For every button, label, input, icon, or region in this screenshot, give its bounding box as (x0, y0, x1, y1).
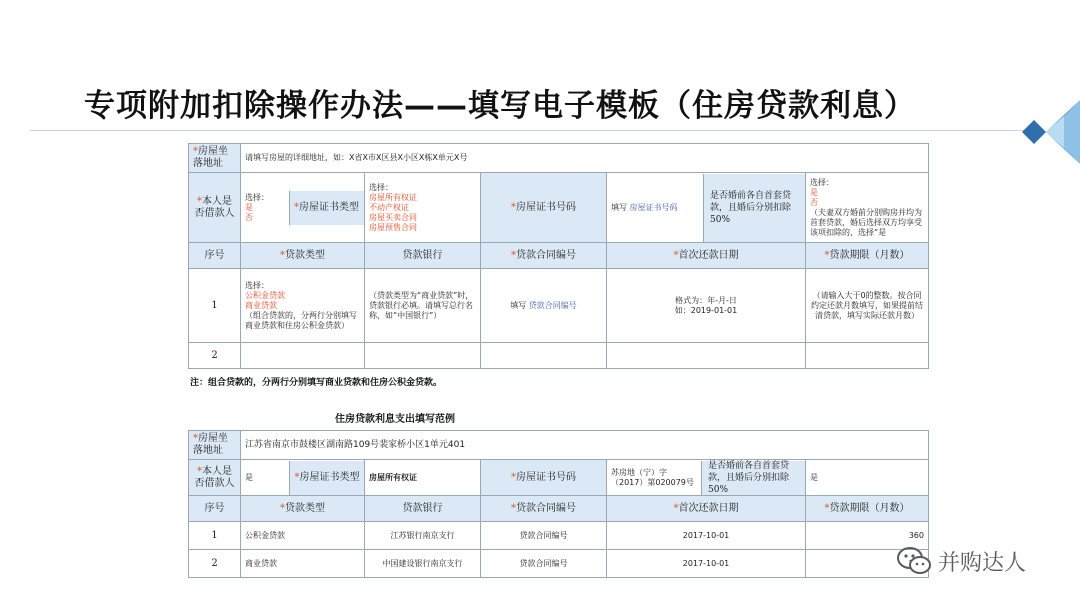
first-home-hint: （夫妻双方婚前分别购房并均为首套贷款，婚后选择双方均享受该项扣除的，选择“是 (810, 207, 922, 237)
cert-no-label-cell: *房屋证书号码 (481, 173, 607, 243)
address-hint[interactable]: 请填写房屋的详细地址，如：X省X市X区县X小区X栋X单元X号 (241, 144, 929, 173)
loan-option-1[interactable]: 公积金贷款 (245, 290, 285, 300)
header-loan-type: 贷款类型 (285, 249, 325, 261)
borrower-choose: 选择： (245, 192, 269, 202)
first-home-cell[interactable] (806, 173, 929, 243)
header-first-repay: 首次还款日期 (678, 249, 739, 261)
address-label-cell: *房屋坐落地址 (189, 144, 241, 173)
ex-borrower-label: 本人是否借款人 (194, 465, 235, 489)
cert-no-value[interactable]: 房屋证书号码 (629, 202, 678, 212)
cert-option-1[interactable]: 房屋所有权证 (369, 192, 417, 202)
date-format: 格式为：年-月-日 (675, 295, 737, 305)
row2-bank[interactable] (365, 343, 481, 369)
ex-header-no: 序号 (189, 496, 241, 522)
header-term: 贷款期限（月数） (829, 249, 910, 261)
ex-cert-no-value: 苏房地（宁）字（2017）第020079号 (611, 467, 694, 487)
borrower-cell[interactable]: 选择： 是 否 * 房屋证书类型 (241, 173, 365, 243)
header-term-cell: *贷款期限（月数） (806, 243, 929, 269)
first-home-label: 是否婚前各自首套贷款，且婚后分别扣除50% (703, 174, 805, 242)
table-row (189, 550, 929, 578)
corner-arrow-icon (1016, 100, 1080, 164)
first-home-option-no[interactable]: 否 (810, 197, 818, 207)
ex-row-no: 2 (189, 550, 241, 578)
table-row (189, 431, 929, 460)
table-row (189, 460, 929, 496)
ex-cert-type-value: 房屋所有权证 (365, 460, 481, 496)
cert-no-cell[interactable] (607, 173, 806, 243)
borrower-label-cell: *本人是否借款人 (189, 173, 241, 243)
ex-header-bank: 贷款银行 (365, 496, 481, 522)
cert-option-4[interactable]: 房屋预售合同 (369, 222, 417, 232)
ex-row-contract: 贷款合同编号 (481, 522, 607, 550)
ex-row-loan-type: 公积金贷款 (241, 522, 365, 550)
ex-first-home-label: 是否婚前各自首套贷款，且婚后分别扣除50% (701, 461, 805, 495)
address-label: 房屋坐落地址 (193, 146, 228, 169)
first-home-option-yes[interactable]: 是 (810, 187, 818, 197)
ex-header-loan-type: 贷款类型 (285, 502, 325, 514)
wechat-icon (896, 546, 932, 576)
slide-title: 专项附加扣除操作办法——填写电子模板（住房贷款利息） (84, 88, 916, 124)
row2-date[interactable] (607, 343, 806, 369)
contract-fill: 填写 (510, 300, 527, 310)
first-home-choose: 选择： (810, 177, 834, 187)
row2-term[interactable] (806, 343, 929, 369)
row1-date[interactable] (607, 269, 806, 343)
watermark (896, 541, 1026, 581)
loan-type-hint: （组合贷款的，分两行分别填写商业贷款和住房公积金贷款） (245, 310, 357, 330)
row1-bank-hint[interactable]: （贷款类型为“商业贷款”时，贷款银行必填。请填写总行名称，如“中国银行”） (365, 269, 481, 343)
row-no: 2 (189, 343, 241, 369)
ex-header-term-cell: *贷款期限（月数） (806, 496, 929, 522)
ex-row-date: 2017-10-01 (607, 522, 806, 550)
watermark-text: 并购达人 (938, 550, 1027, 576)
ex-row-contract: 贷款合同编号 (481, 550, 607, 578)
ex-row-bank: 中国建设银行南京支行 (365, 550, 481, 578)
row1-contract[interactable] (481, 269, 607, 343)
cert-option-3[interactable]: 房屋买卖合同 (369, 212, 417, 222)
title-divider (30, 130, 1030, 131)
row2-loan-type[interactable] (241, 343, 365, 369)
row-no: 1 (189, 269, 241, 343)
ex-row-date: 2017-10-01 (607, 550, 806, 578)
row1-loan-type[interactable] (241, 269, 365, 343)
cert-no-fill: 填写 (611, 202, 627, 212)
table-row (189, 144, 929, 173)
header-loan-type-cell: *贷款类型 (241, 243, 365, 269)
loan-option-2[interactable]: 商业贷款 (245, 300, 277, 310)
ex-address-label: 房屋坐落地址 (193, 433, 228, 456)
header-contract: 贷款合同编号 (516, 249, 576, 261)
table-row (189, 522, 929, 550)
ex-row-bank: 江苏银行南京支行 (365, 522, 481, 550)
example-table (188, 430, 929, 578)
ex-cert-type-label: 房屋证书类型 (299, 471, 360, 483)
ex-header-contract-cell: *贷款合同编号 (481, 496, 607, 522)
ex-header-term: 贷款期限（月数） (829, 502, 910, 514)
table-row (189, 243, 929, 269)
cert-type-cell[interactable] (365, 173, 481, 243)
cert-type-label: 房屋证书类型 (299, 201, 359, 213)
ex-row-loan-type: 商业贷款 (241, 550, 365, 578)
ex-header-contract: 贷款合同编号 (516, 502, 576, 514)
contract-value[interactable]: 贷款合同编号 (528, 300, 577, 310)
table-row (189, 496, 929, 522)
table-row (189, 343, 929, 369)
row1-term-hint[interactable]: （请输入大于0的整数。按合同约定还款月数填写，如果提前结清贷款，填写实际还款月数） (806, 269, 929, 343)
ex-header-first-repay-cell: *首次还款日期 (607, 496, 806, 522)
header-first-repay-cell: *首次还款日期 (607, 243, 806, 269)
ex-header-first-repay: 首次还款日期 (678, 502, 739, 514)
date-example: 如：2019-01-01 (674, 305, 738, 315)
cert-option-2[interactable]: 不动产权证 (369, 202, 409, 212)
ex-address-value: 江苏省南京市鼓楼区湖南路109号裴家桥小区1单元401 (241, 431, 929, 460)
ex-borrower-label-cell: *本人是否借款人 (189, 460, 241, 496)
ex-first-home-value: 是 (806, 460, 929, 496)
ex-borrower-value: 是 (241, 461, 290, 495)
borrower-option-yes[interactable]: 是 (245, 202, 253, 212)
example-title: 住房贷款利息支出填写范例 (335, 414, 455, 425)
ex-address-label-cell: *房屋坐落地址 (189, 431, 241, 460)
loan-type-choose: 选择： (245, 280, 269, 290)
ex-cert-no-cell (607, 460, 806, 496)
ex-borrower-cell: 是 * 房屋证书类型 (241, 460, 365, 496)
cert-type-choose: 选择： (369, 182, 393, 192)
ex-header-loan-type-cell: *贷款类型 (241, 496, 365, 522)
row2-contract[interactable] (481, 343, 607, 369)
table-row (189, 173, 929, 243)
header-no: 序号 (189, 243, 241, 269)
ex-row-term: 360 (806, 522, 929, 550)
cert-no-label: 房屋证书号码 (516, 201, 576, 213)
borrower-option-no[interactable]: 否 (245, 212, 253, 222)
table-row (189, 269, 929, 343)
header-bank: 贷款银行 (365, 243, 481, 269)
template-table (188, 143, 929, 369)
borrower-label: 本人是否借款人 (194, 195, 235, 219)
combined-loan-note: 注：组合贷款的，分两行分别填写商业贷款和住房公积金贷款。 (190, 378, 443, 388)
ex-cert-no-label-cell: *房屋证书号码 (481, 460, 607, 496)
ex-row-no: 1 (189, 522, 241, 550)
ex-cert-no-label: 房屋证书号码 (516, 471, 576, 483)
header-contract-cell: *贷款合同编号 (481, 243, 607, 269)
